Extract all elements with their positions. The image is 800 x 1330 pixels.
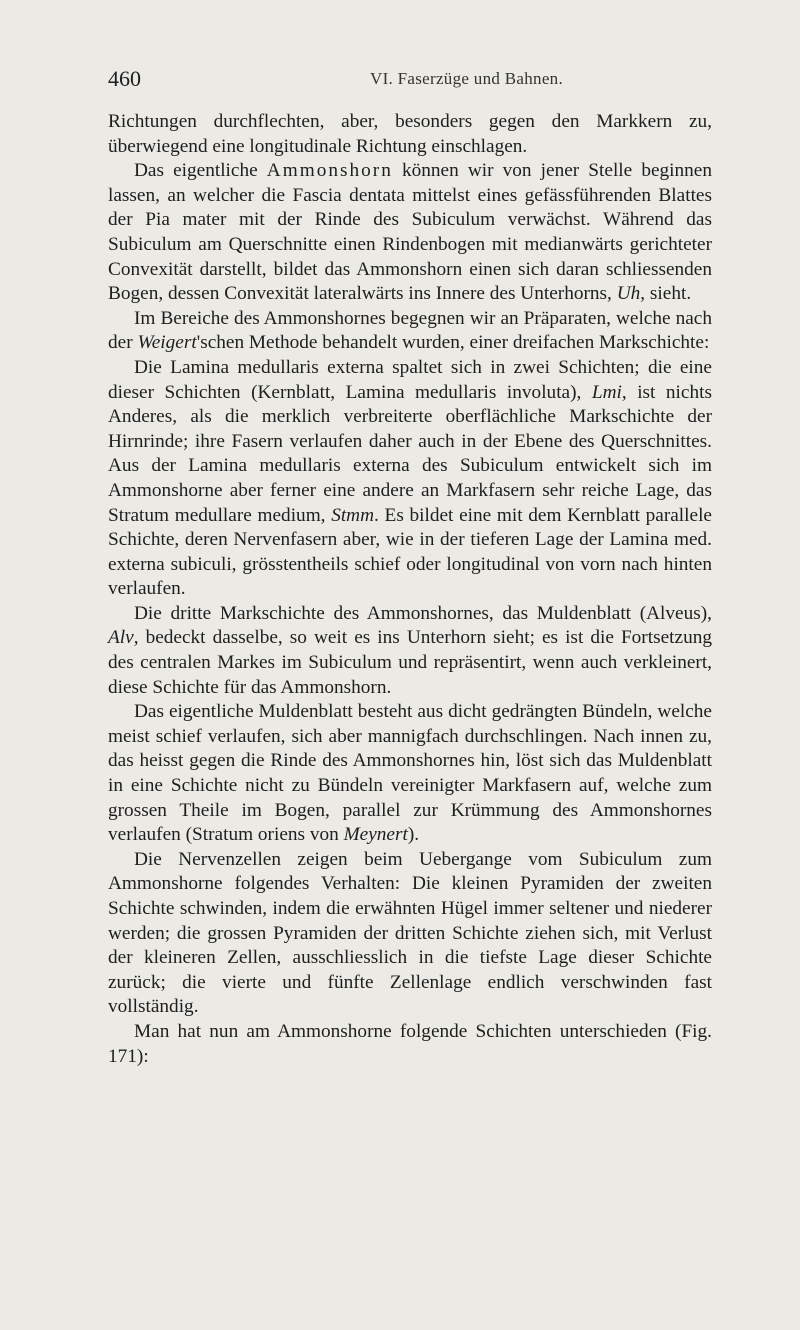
text-run: Die Lamina medullaris externa spaltet sich in zwei Schichten; die eine dieser Schichten (Kernblatt, Lamina medullaris involuta), xyxy=(108,356,712,403)
text-run: Im Bereiche des Ammonshornes begegnen wir an Präparaten, welche nach der xyxy=(108,307,712,354)
text-run: , ist nichts Anderes, als die merklich verbreiterte oberflächliche Markschichte der Hirnrinde; ihre Fasern verlaufen daher auch in der Ebene des Querschnittes. Aus der Lamina medullaris externa des Subiculum entwickelt sich im Ammonshorne aber ferner eine andere an Markfasern sehr reiche Lage, das Stratum medullare medium, xyxy=(108,381,712,526)
italic-text: Meynert xyxy=(343,824,408,846)
paragraph xyxy=(108,1020,712,1069)
paragraph xyxy=(108,356,712,602)
italic-text: Alv xyxy=(108,627,134,649)
text-run: . Es bildet eine mit dem Kernblatt parallele Schichte, deren Nervenfasern aber, wie in der tieferen Lage der Lamina med. externa subiculi, grösstentheils schief oder longitudinal von vorn nach hinten verlaufen. xyxy=(108,504,712,600)
text-run: Das eigentliche Muldenblatt besteht aus dicht gedrängten Bündeln, welche meist schief verlaufen, sich aber mannigfach durchschlingen. Nach innen zu, das heisst gegen die Rinde des Ammonshornes hin, löst sich das Muldenblatt in eine Schichte nicht zu Bündeln vereinigter Markfasern auf, welche zum grossen Theile im Bogen, parallel zur Krümmung des Ammonshornes verlaufen (Stratum oriens von xyxy=(108,701,712,846)
text-run: Richtungen durchflechten, aber, besonders gegen den Markkern zu, überwiegend eine longitudinale Richtung einschlagen. xyxy=(108,111,712,157)
page-header xyxy=(108,66,712,96)
text-run: Man hat nun am Ammonshorne folgende Schichten unterschieden (Fig. 171): xyxy=(108,1020,712,1067)
paragraph xyxy=(108,307,712,356)
paragraph xyxy=(108,700,712,848)
paragraph xyxy=(108,110,712,159)
text-run: Die Nervenzellen zeigen beim Uebergange vom Subiculum zum Ammonshorne folgendes Verhalten: Die kleinen Pyramiden der zweiten Schichte schwinden, indem die erwähnten Hügel immer seltener und niederer werden; die grossen Pyramiden der dritten Schichte ziehen sich, mit Verlust der kleineren Zellen, ausschliesslich in die tiefste Lage dieser Schichte zurück; die vierte und fünfte Zellenlage endlich verschwinden fast vollständig. xyxy=(108,848,712,1018)
italic-text: Stmm xyxy=(331,504,375,526)
italic-text: Lmi xyxy=(591,381,622,403)
italic-text: Weigert xyxy=(137,332,197,354)
text-run: , bedeckt dasselbe, so weit es ins Unterhorn sieht; es ist die Fortsetzung des centralen Markes im Subiculum und repräsentirt, wenn auch verkleinert, diese Schichte für das Ammonshorn. xyxy=(108,627,712,698)
text-run: Die dritte Markschichte des Ammonshornes, das Muldenblatt (Alveus), xyxy=(134,602,712,624)
text-run: 'schen Methode behandelt wurden, einer dreifachen Markschichte: xyxy=(196,332,710,354)
text-run: ). xyxy=(407,824,420,846)
running-head: VI. Faserzüge und Bahnen. xyxy=(370,69,564,88)
text-run: können wir von jener Stelle beginnen lassen, an welcher die Fascia dentata mittelst eines gefässführenden Blattes der Pia mater mit der Rinde des Subiculum verwächst. Während das Subiculum am Querschnitte einen Rindenbogen mit medianwärts gerichteter Convexität darstellt, bildet das Ammonshorn einen sich daran schliessenden Bogen, dessen Convexität lateralwärts ins Innere des Unterhorns, xyxy=(108,160,712,305)
paragraph xyxy=(108,848,712,1020)
paragraph xyxy=(108,159,712,307)
paragraph xyxy=(108,602,712,700)
text-run: , sieht. xyxy=(640,283,692,305)
spaced-term: Ammonshorn xyxy=(266,160,393,182)
text-run: Das eigentliche xyxy=(134,160,267,182)
italic-text: Uh xyxy=(616,283,641,305)
body-text xyxy=(108,110,712,1069)
page-number: 460 xyxy=(108,66,141,91)
